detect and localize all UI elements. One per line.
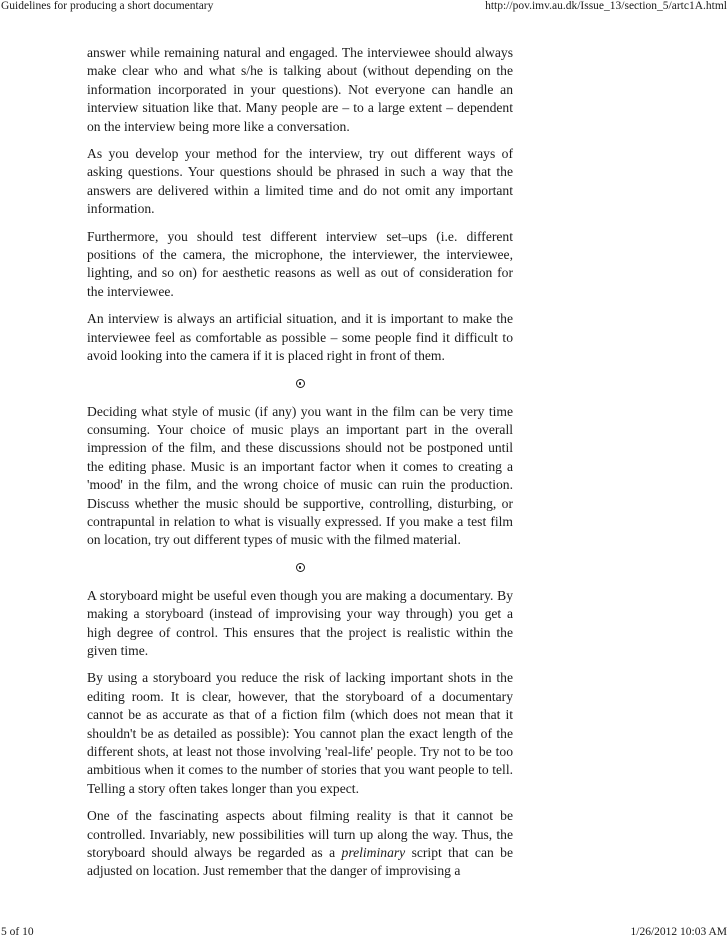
- paragraph: answer while remaining natural and engaged. The interviewee should always make clear who and what s/he is talking about (without depending on the information incorporated in your questions). Not everyone can handle an interview situation like that. Many people are – to a large extent – dependent on the interview being more like a conversation.: [87, 45, 513, 134]
- article-body: [87, 44, 513, 890]
- paragraph: [87, 807, 513, 881]
- paragraph: An interview is always an artificial situation, and it is important to make the interviewee feel as comfortable as possible – some people find it difficult to avoid looking into the camera if it is placed right in front of them.: [87, 311, 513, 364]
- page-header-title: Guidelines for producing a short documentary: [1, 0, 214, 12]
- paragraph-text: One of the fascinating aspects about filming reality is that it cannot be controlled. Invariably, new possibilities will turn up along the way. Thus, the storyboard should always be regarded as a: [87, 808, 513, 861]
- paragraph: By using a storyboard you reduce the risk of lacking important shots in the editing room. It is clear, however, that the storyboard of a documentary cannot be as accurate as that of a fiction film (which does not mean that it shouldn't be as detailed as possible): You cannot plan the exact length of the different shots, at least not those involving 'real-life' people. Try not to be too ambitious when it comes to the number of stories that you want people to tell. Telling a story often takes longer than you expect.: [87, 670, 513, 796]
- print-datetime: 1/26/2012 10:03 AM: [630, 926, 727, 938]
- paragraph: As you develop your method for the interview, try out different ways of asking questions. Your questions should be phrased in such a way that the answers are delivered within a limited time and do not omit any important information.: [87, 146, 513, 217]
- paragraph: Deciding what style of music (if any) you want in the film can be very time consuming. Your choice of music plays an important part in the overall impression of the film, and these discussions should not be postponed until the editing phase. Music is an important factor when it comes to creating a 'mood' in the film, and the wrong choice of music can ruin the production. Discuss whether the music should be supportive, controlling, disturbing, or contrapuntal in relation to what is visually expressed. If you make a test film on location, try out different types of music with the filmed material.: [87, 403, 513, 548]
- emphasized-word: preliminary: [341, 845, 406, 861]
- page-header-url[interactable]: http://pov.imv.au.dk/Issue_13/section_5/artc1A.html: [485, 0, 727, 12]
- page-number: 5 of 10: [1, 926, 34, 938]
- circled-dot-icon: [296, 379, 305, 388]
- paragraph: A storyboard might be useful even though you are making a documentary. By making a storyboard (instead of improvising your way through) you get a high degree of control. This ensures that the project is realistic within the given time.: [87, 587, 513, 658]
- paragraph-text: script that can be adjusted on location. Just remember that the danger of improvising a: [87, 845, 513, 879]
- section-separator: [87, 375, 513, 393]
- section-separator: [87, 559, 513, 577]
- circled-dot-icon: [296, 563, 305, 572]
- paragraph: Furthermore, you should test different interview set–ups (i.e. different positions of the camera, the microphone, the interviewer, the interviewee, lighting, and so on) for aesthetic reasons as well as out of consideration for the interviewee.: [87, 228, 513, 299]
